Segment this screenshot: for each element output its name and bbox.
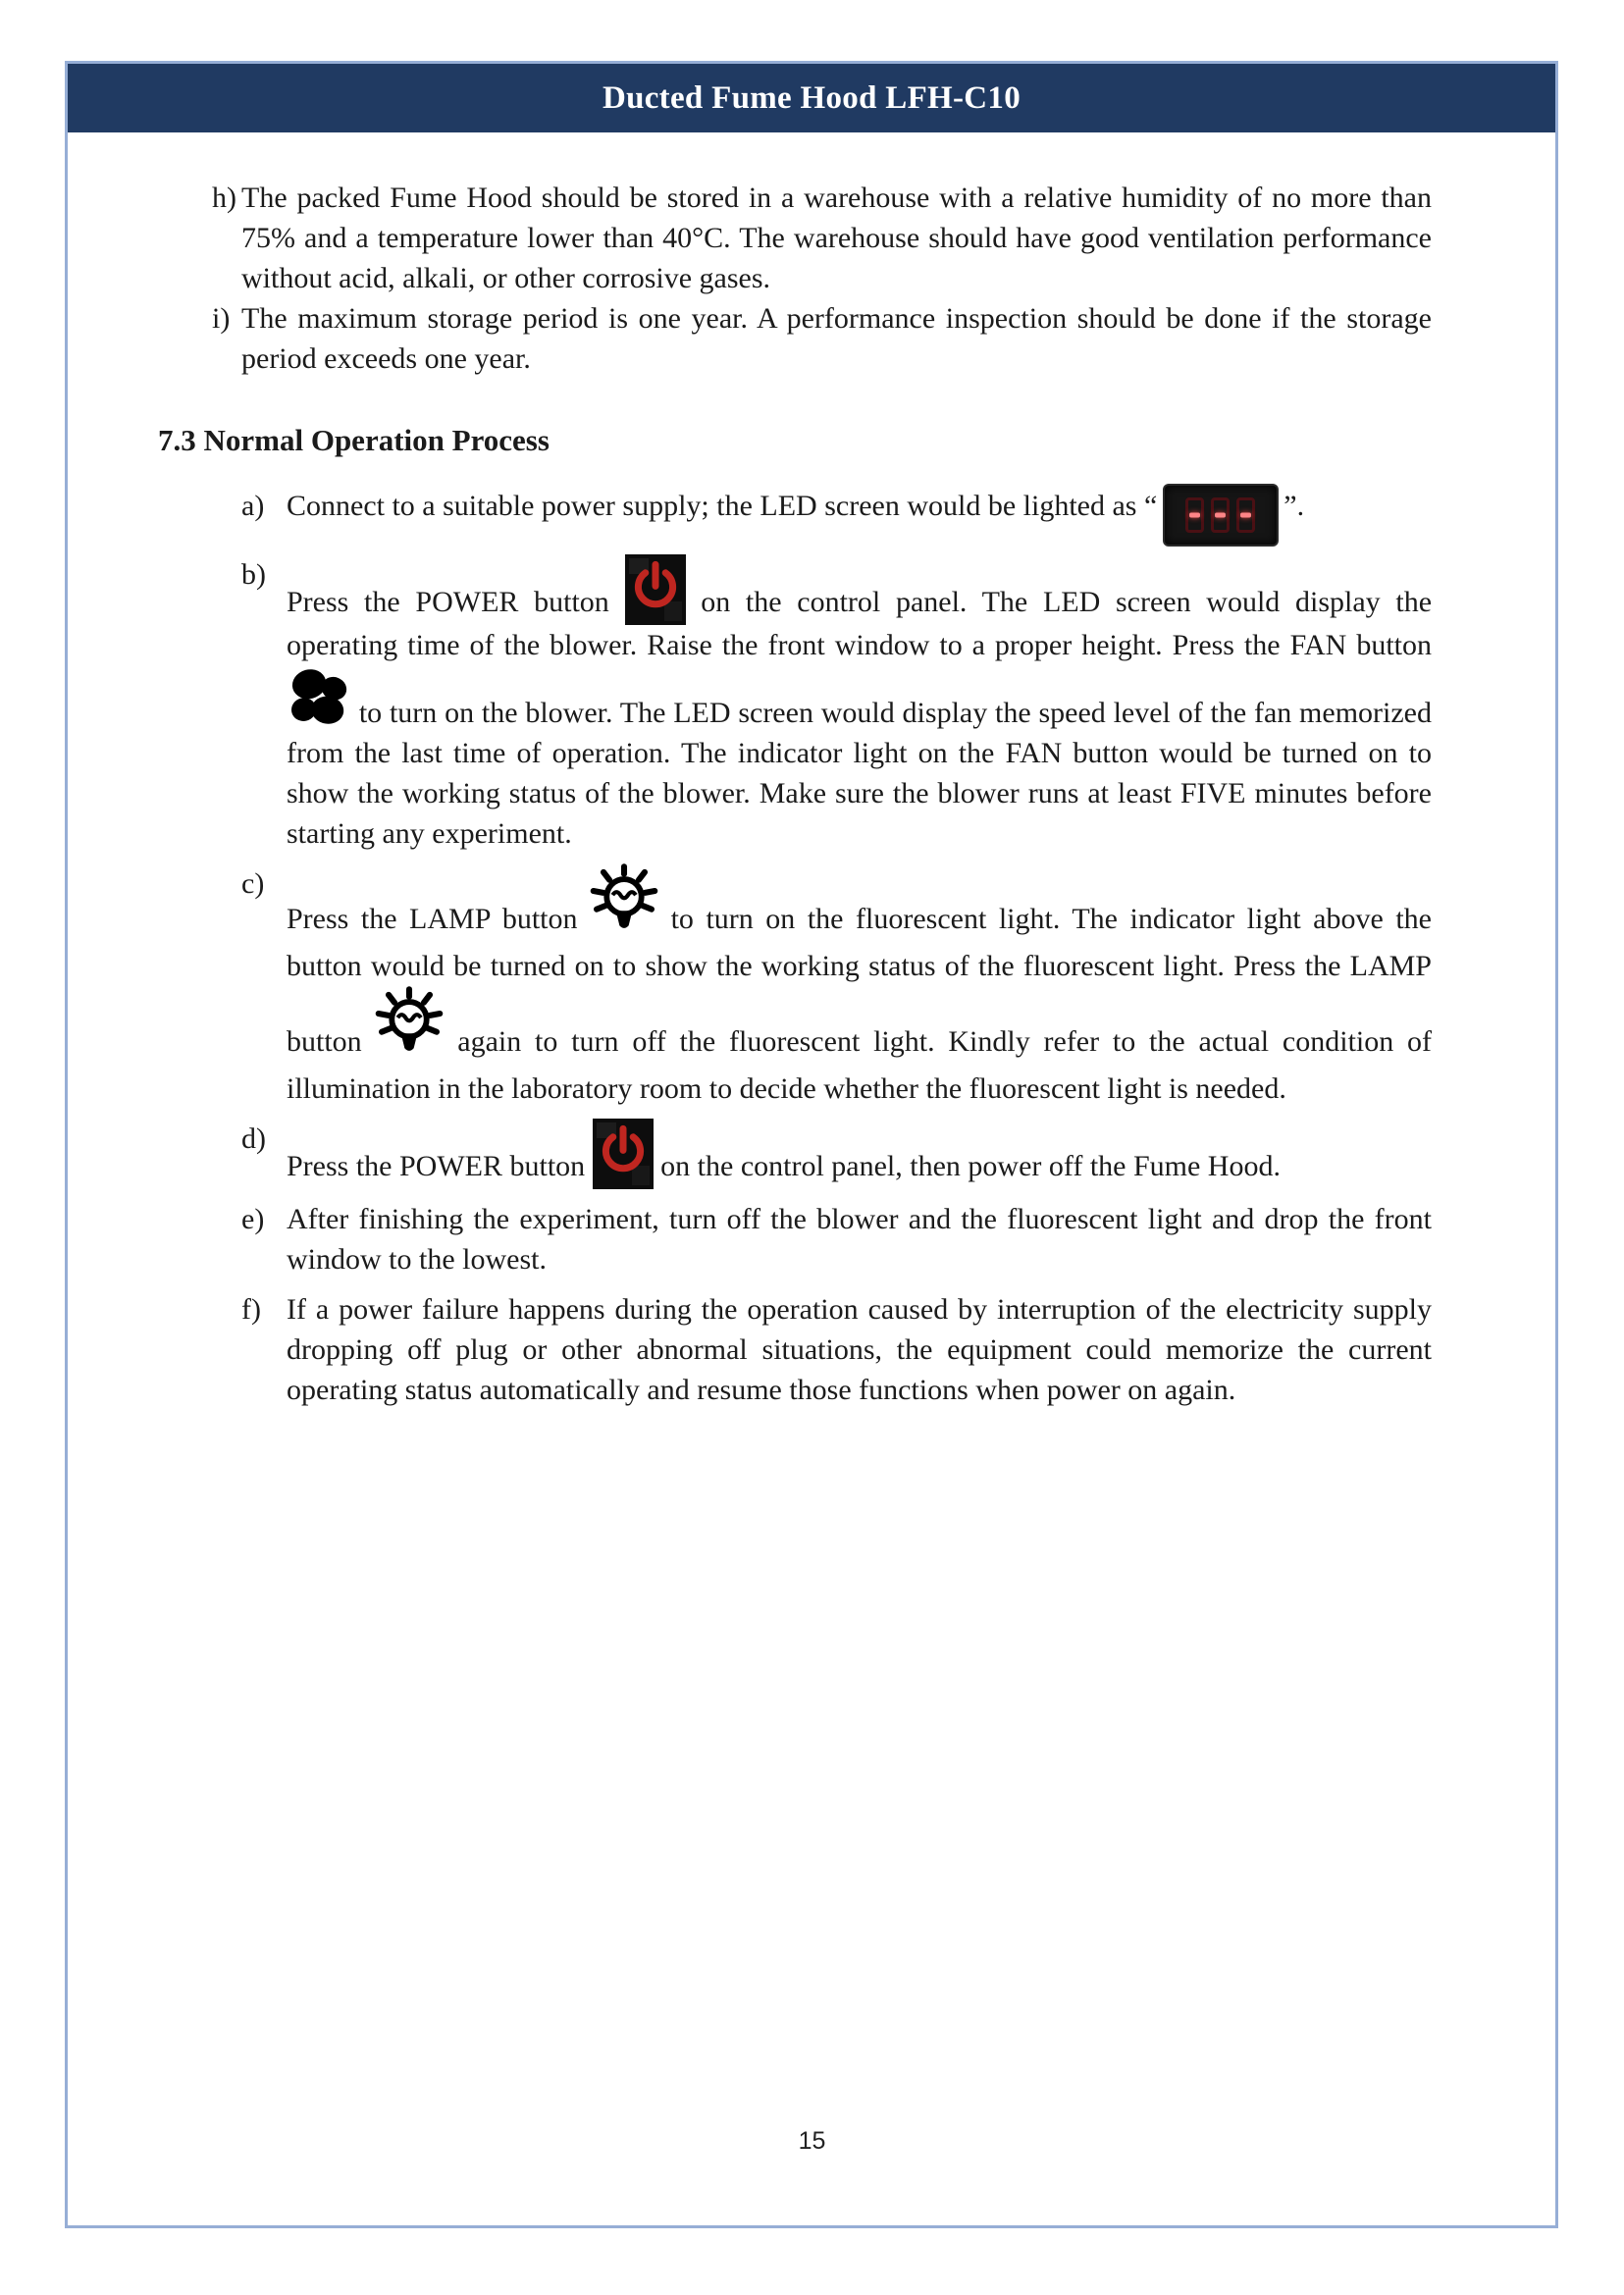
power-button-icon [625, 554, 686, 625]
list-item [212, 298, 1432, 379]
list-item-text [287, 1119, 1432, 1189]
list-item-text [287, 554, 1432, 854]
list-item-marker: d) [241, 1122, 266, 1155]
list-item [212, 178, 1432, 298]
list-item-marker: i) [212, 302, 231, 335]
list-item-text [241, 298, 1432, 379]
list-item [241, 1119, 1432, 1189]
list-item [241, 554, 1432, 854]
list-item [241, 863, 1432, 1109]
text-segment: Press the POWER button [287, 586, 625, 618]
page-border-frame [65, 61, 1558, 2228]
operation-steps-list [241, 486, 1432, 1410]
fan-icon [287, 665, 351, 733]
text-segment: Press the LAMP button [287, 903, 591, 935]
text-segment: After finishing the experiment, turn off the blower and the fluorescent light and drop the front window to the lowest. [287, 1203, 1432, 1276]
seven-segment-digit [1236, 497, 1255, 533]
text-segment: The maximum storage period is one year. A performance inspection should be done if the storage period exceeds one year. [241, 302, 1432, 375]
list-item-marker: b) [241, 558, 266, 591]
list-item-text [287, 863, 1432, 1109]
led-screen-icon [1165, 486, 1277, 545]
lamp-icon [590, 863, 658, 946]
list-item-marker: f) [241, 1293, 261, 1326]
page-number: 15 [798, 2127, 826, 2155]
page-content [68, 178, 1555, 1410]
list-item [241, 486, 1432, 545]
storage-list [212, 178, 1432, 379]
text-segment: on the control panel, then power off the Fume Hood. [660, 1150, 1281, 1182]
list-item-marker: h) [212, 182, 236, 214]
text-segment: to turn on the fluorescent light. The indicator light above the button would be turned on to show the working status of the fluorescent light. Press the LAMP button [287, 903, 1432, 1058]
page-header-bar [68, 64, 1555, 132]
text-segment: Connect to a suitable power supply; the LED screen would be lighted as “ [287, 490, 1158, 522]
text-segment: ”. [1283, 490, 1305, 522]
list-item [241, 1289, 1432, 1410]
seven-segment-digit [1211, 497, 1230, 533]
section-heading: 7.3 Normal Operation Process [158, 423, 550, 457]
list-item-text [287, 1289, 1432, 1410]
text-segment: on the control panel. The LED screen would display the operating time of the blower. Raise the front window to a proper height. Press the FAN button [287, 586, 1433, 661]
list-item-text [287, 1199, 1432, 1279]
list-item-text [287, 486, 1432, 545]
list-item-marker: e) [241, 1203, 265, 1235]
text-segment: to turn on the blower. The LED screen would display the speed level of the fan memorized from the last time of operation. The indicator light on the FAN button would be turned on to show the working status of the blower. Make sure the blower runs at least FIVE minutes before starting any experiment. [287, 697, 1433, 850]
text-segment: The packed Fume Hood should be stored in a warehouse with a relative humidity of no more than 75% and a temperature lower than 40°C. The warehouse should have good ventilation performance without acid, alkali, or other corrosive gases. [241, 182, 1432, 294]
lamp-icon [375, 986, 444, 1069]
text-segment: again to turn off the fluorescent light. Kindly refer to the actual condition of illumination in the laboratory room to decide whether the fluorescent light is needed. [287, 1025, 1433, 1105]
power-button-icon [593, 1119, 654, 1189]
list-item-marker: c) [241, 867, 265, 900]
list-item [241, 1199, 1432, 1279]
list-item-marker: a) [241, 490, 265, 522]
list-item-text [241, 178, 1432, 298]
seven-segment-digit [1185, 497, 1204, 533]
page-title: Ducted Fume Hood LFH-C10 [602, 79, 1022, 116]
text-segment: Press the POWER button [287, 1150, 593, 1182]
text-segment: If a power failure happens during the operation caused by interruption of the electricity supply dropping off plug or other abnormal situations, the equipment could memorize the current operating status automatically and resume those functions when power on again. [287, 1293, 1432, 1406]
